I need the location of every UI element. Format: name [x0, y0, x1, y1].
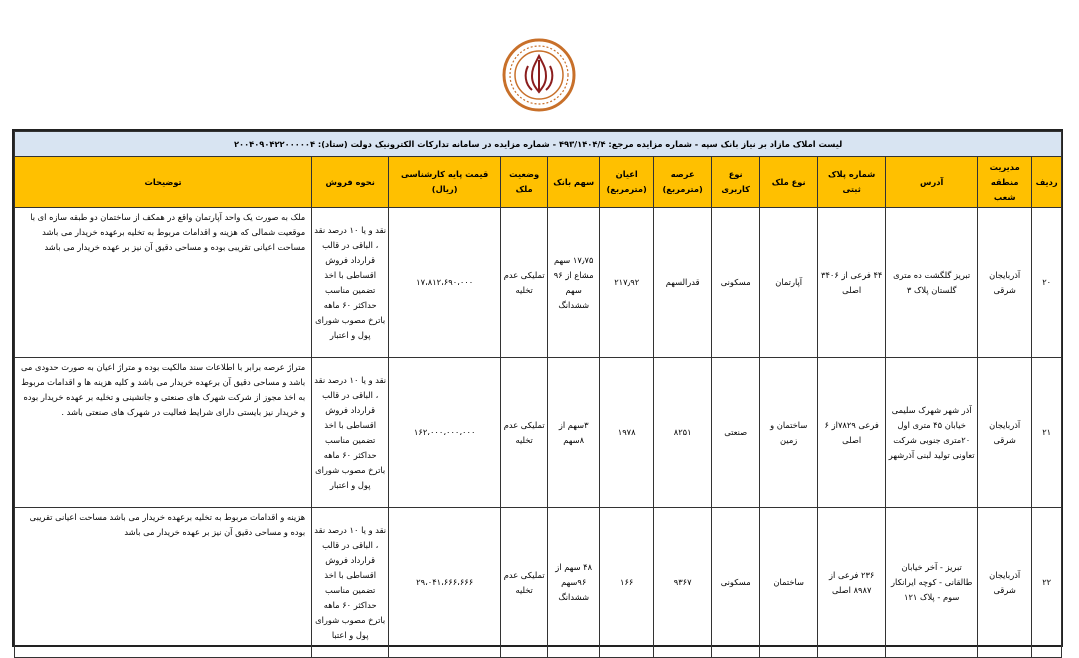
- header-notes: توضیحات: [15, 157, 312, 208]
- cell-usage: مسکونی: [712, 508, 760, 658]
- cell-region: آذربایجان شرقی: [978, 358, 1032, 508]
- cell-sale-method: نقد و یا ۱۰ درصد نقد ، الباقی در قالب قرارداد فروش اقساطی با اخذ تضمین مناسب حداکثر ۶۰ ماهه باترخ مصوب شورای پول و اعتبار: [312, 358, 389, 508]
- header-property-type: نوع ملک: [760, 157, 818, 208]
- cell-base-price: ۲۹،۰۴۱،۶۶۶،۶۶۶: [389, 508, 501, 658]
- header-plate: شماره پلاک ثبتی: [818, 157, 886, 208]
- header-base-price: قیمت پایه کارشناسی (ریال): [389, 157, 501, 208]
- cell-address: تبریز - آخر خیابان طالقانی - کوچه ایرانکار سوم - پلاک ۱۲۱: [886, 508, 978, 658]
- cell-property-type: آپارتمان: [760, 208, 818, 358]
- cell-building-area: ۱۶۶: [600, 508, 654, 658]
- cell-land-area: ۸۲۵۱: [654, 358, 712, 508]
- cell-address: تبریز گلگشت ده متری گلستان پلاک ۳: [886, 208, 978, 358]
- cell-base-price: ۱۶۲،۰۰۰،۰۰۰،۰۰۰: [389, 358, 501, 508]
- header-sale-method: نحوه فروش: [312, 157, 389, 208]
- table-title: لیست املاک مازاد بر نیاز بانک سپه - شماره مزایده مرجع: ۴۹۳/۱۴۰۴/۴ - شماره مزایده در سامانه تدارکات الکترونیک دولت (ستاد): ۲۰۰۴۰۹۰۴۲۲۰۰۰۰۰۴: [15, 132, 1062, 157]
- header-ownership-status: وضعیت ملک: [501, 157, 548, 208]
- header-address: آدرس: [886, 157, 978, 208]
- cell-sale-method: نقد و یا ۱۰ درصد نقد ، الباقی در قالب قرارداد فروش اقساطی با اخذ تضمین مناسب حداکثر ۶۰ ماهه باترخ مصوب شورای پول و اعتبار: [312, 208, 389, 358]
- cell-usage: صنعتی: [712, 358, 760, 508]
- cell-usage: مسکونی: [712, 208, 760, 358]
- cell-land-area: قدرالسهم: [654, 208, 712, 358]
- cell-bank-share: ۱۷٫۷۵ سهم مشاع از ۹۶ سهم ششدانگ: [548, 208, 600, 358]
- cell-ownership-status: تملیکی عدم تخلیه: [501, 208, 548, 358]
- cell-row-number: ۲۲: [1032, 508, 1062, 658]
- table-row: [15, 508, 1062, 658]
- cell-region: آذربایجان شرقی: [978, 508, 1032, 658]
- cell-row-number: ۲۱: [1032, 358, 1062, 508]
- cell-building-area: ۲۱۷٫۹۲: [600, 208, 654, 358]
- header-building-area: اعیان (مترمربع): [600, 157, 654, 208]
- cell-ownership-status: تملیکی عدم تخلیه: [501, 358, 548, 508]
- header-region: مدیریت منطقه شعب: [978, 157, 1032, 208]
- bank-sepah-emblem-icon: [502, 38, 576, 112]
- property-list-table: [14, 131, 1062, 658]
- cell-notes: ملک به صورت یک واحد آپارتمان واقع در همکف از ساختمان دو طبقه سازه ای با موقعیت شمالی که هزینه و اقدامات مربوط به تخلیه برعهده خریدار می باشد مساحت اعیانی تقریبی بوده و مساحی دقیق آن نیز بر عهده خریدار می باشد: [15, 208, 312, 358]
- cell-bank-share: ۴۸ سهم از ۹۶سهم ششدانگ: [548, 508, 600, 658]
- cell-notes: هزینه و اقدامات مربوط به تخلیه برعهده خریدار می باشد مساحت اعیانی تقریبی بوده و مساحی دقیق آن نیز بر عهده خریدار می باشد: [15, 508, 312, 658]
- header-usage: نوع کاربری: [712, 157, 760, 208]
- cell-property-type: ساختمان: [760, 508, 818, 658]
- header-land-area: عرصه (مترمربع): [654, 157, 712, 208]
- cell-plate: ۴۴ فرعی از ۳۴۰۶ اصلی: [818, 208, 886, 358]
- cell-plate: فرعی ۷۸۲۹از ۶ اصلی: [818, 358, 886, 508]
- cell-sale-method: نقد و یا ۱۰ درصد نقد ، الباقی در قالب قرارداد فروش اقساطی با اخذ تضمین مناسب حداکثر ۶۰ ماهه باترخ مصوب شورای پول و اعتبا: [312, 508, 389, 658]
- header-row-number: ردیف: [1032, 157, 1062, 208]
- cell-address: آذر شهر شهرک سلیمی خیابان ۴۵ متری اول ۲۰متری جنوبی شرکت تعاونی تولید لبنی آذرشهر: [886, 358, 978, 508]
- table-row: [15, 358, 1062, 508]
- cell-plate: ۲۳۶ فرعی از ۸۹۸۷ اصلی: [818, 508, 886, 658]
- cell-notes: متراژ عرصه برابر با اطلاعات سند مالکیت بوده و متراژ اعیان به صورت حدودی می باشد و مساحی دقیق آن برعهده خریدار می باشد و کلیه هزینه ها و اقدامات مربوط به اخذ مجوز از شرکت شهرک های صنعتی و جانشینی و تخلیه بر عهده خریدار بوده و خریدار نیز بایستی دارای شرایط فعالیت در شهرک های صنعتی باشد .: [15, 358, 312, 508]
- cell-region: آذربایجان شرقی: [978, 208, 1032, 358]
- cell-building-area: ۱۹۷۸: [600, 358, 654, 508]
- cell-base-price: ۱۷،۸۱۲،۶۹۰،۰۰۰: [389, 208, 501, 358]
- cell-row-number: ۲۰: [1032, 208, 1062, 358]
- cell-ownership-status: تملیکی عدم تخلیه: [501, 508, 548, 658]
- cell-bank-share: ۳سهم از ۸سهم: [548, 358, 600, 508]
- header-bank-share: سهم بانک: [548, 157, 600, 208]
- cell-land-area: ۹۳۶۷: [654, 508, 712, 658]
- table-row: [15, 208, 1062, 358]
- cell-property-type: ساختمان و زمین: [760, 358, 818, 508]
